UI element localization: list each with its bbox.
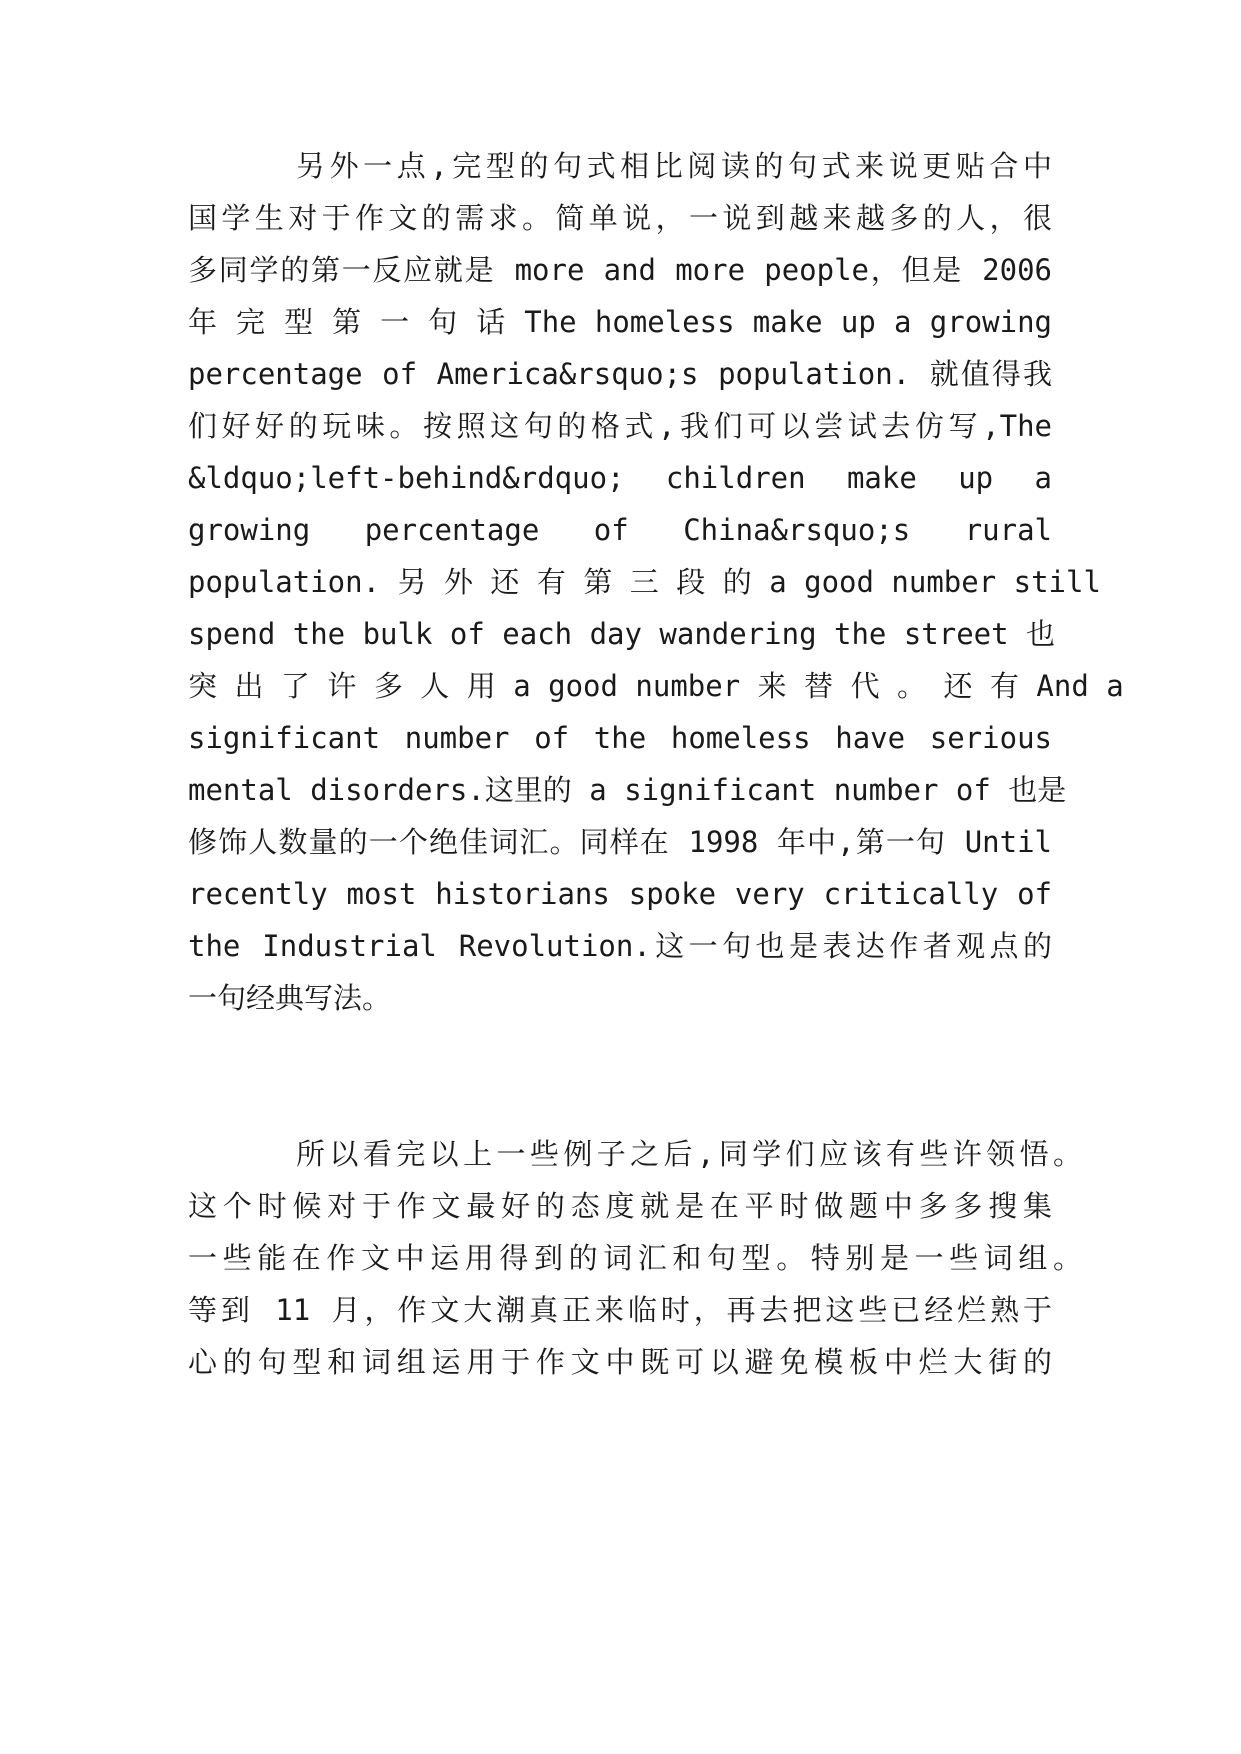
paragraph-2-line-2: 这个时候对于作文最好的态度就是在平时做题中多多搜集: [188, 1189, 1052, 1223]
paragraph-1-line-1: 另外一点,完型的句式相比阅读的句式来说更贴合中: [296, 149, 1052, 183]
paragraph-1-line-10: spend the bulk of each day wandering the street 也: [188, 617, 1056, 651]
paragraph-1-line-5: percentage of America&rsquo;s population. 就值得我: [188, 357, 1052, 391]
paragraph-1-line-9: population. 另 外 还 有 第 三 段 的 a good number still: [188, 565, 1101, 599]
paragraph-1-line-7: &ldquo;left-behind&rdquo; children make up a: [188, 461, 1052, 495]
paragraph-1-line-17: 一句经典写法。: [188, 981, 392, 1015]
paragraph-1-line-3: 多同学的第一反应就是 more and more people，但是 2006: [188, 253, 1052, 287]
paragraph-1-line-12: significant number of the homeless have serious: [188, 721, 1052, 755]
paragraph-2-line-3: 一些能在作文中运用得到的词汇和句型。特别是一些词组。: [188, 1241, 1082, 1275]
paragraph-1-line-16: the Industrial Revolution.这一句也是表达作者观点的: [188, 929, 1052, 963]
paragraph-1-line-14: 修饰人数量的一个绝佳词汇。同样在 1998 年中,第一句 Until: [188, 825, 1052, 859]
paragraph-2-line-4: 等到 11 月，作文大潮真正来临时，再去把这些已经烂熟于: [188, 1293, 1052, 1327]
paragraph-1-line-2: 国学生对于作文的需求。简单说，一说到越来越多的人，很: [188, 201, 1052, 235]
paragraph-1-line-6: 们好好的玩味。按照这句的格式,我们可以尝试去仿写,The: [188, 409, 1052, 443]
paragraph-1-line-13: mental disorders.这里的 a significant number of 也是: [188, 773, 1067, 807]
paragraph-1-line-4: 年 完 型 第 一 句 话 The homeless make up a growing: [188, 305, 1052, 339]
paragraph-2-line-1: 所以看完以上一些例子之后,同学们应该有些许领悟。: [296, 1137, 1082, 1171]
paragraph-1-line-15: recently most historians spoke very critically of: [188, 877, 1052, 911]
paragraph-2-line-5: 心的句型和词组运用于作文中既可以避免模板中烂大街的: [188, 1345, 1052, 1379]
paragraph-1-line-11: 突 出 了 许 多 人 用 a good number 来 替 代 。 还 有 And a: [188, 669, 1124, 703]
paragraph-1-line-8: growing percentage of China&rsquo;s rural: [188, 513, 1052, 547]
